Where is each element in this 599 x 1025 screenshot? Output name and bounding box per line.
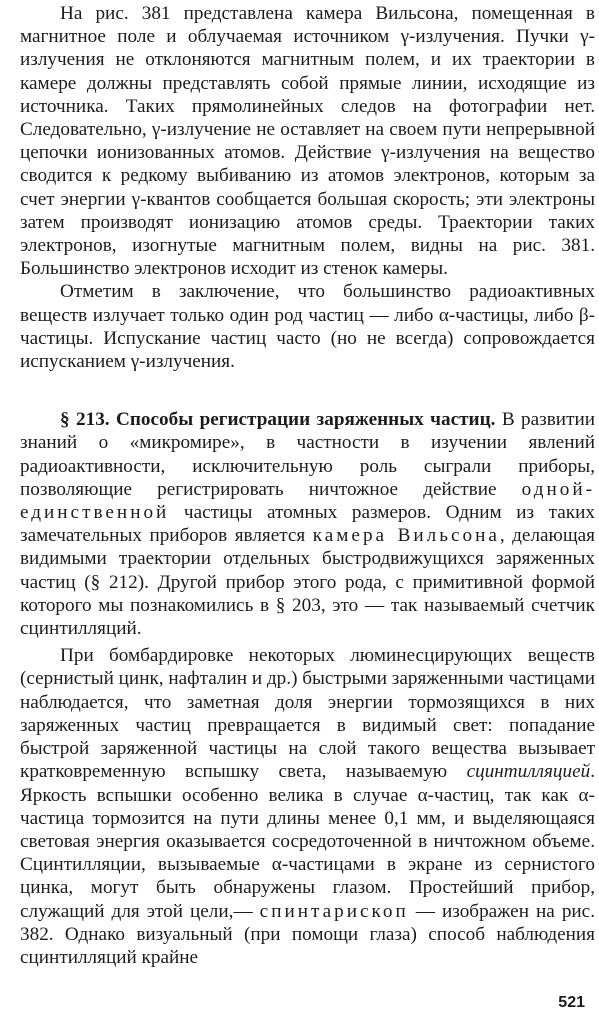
section-heading: § 213. Способы регистрации заряженных частиц. [60, 409, 496, 431]
section-text-part-3: , делающая видимыми траектории отдельных быстродвижущихся заряженных частиц (§ 212). Другой прибор этого рода, с примитивной формой которого мы познакомились в § 203, это — так называемый счетчик сцинтилляций. [20, 525, 595, 640]
book-page [20, 2, 595, 969]
emphasis-wilson-chamber: камера Вильсона [312, 525, 500, 547]
section-213-paragraph [20, 408, 595, 640]
section-text-part-2: частицы атомных размеров. Одним из таких замечательных приборов является [20, 502, 595, 547]
scintillation-text-part-3: — изображен на рис. 382. Однако визуальный (при помощи глаза) способ наблюдения сцинтилляций крайне [20, 900, 595, 968]
term-scintillation: сцинтилляцией [466, 761, 591, 783]
scintillation-text-part-2: . Яркость вспышки особенно велика в случае α-частиц, так как α-частица тормозится на пути длины менее 0,1 мм, и выделяющаяся световая энергия оказывается сосредоточенной в ничтожном объеме. Сцинтилляции, вызываемые α-частицами в экране из сернистого цинка, могут быть обнаружены глазом. Простейший прибор, служащий для этой цели,— [20, 761, 595, 922]
paragraph-gamma-tracks: На рис. 381 представлена камера Вильсона, помещенная в магнитное поле и облучаемая источником γ-излучения. Пучки γ-излучения не отклоняются магнитным полем, и их траектории в камере должны представлять собой прямые линии, исходящие из источника. Таких прямолинейных следов на фотографии нет. Следовательно, γ-излучение не оставляет на своем пути непрерывной цепочки ионизованных атомов. Действие γ-излучения на вещество сводится к редкому выбиванию из атомов электронов, которым за счет энергии γ-квантов сообщается большая скорость; эти электроны затем производят ионизацию атомов среды. Траектории таких электронов, изогнутые магнитным полем, видны на рис. 381. Большинство электронов исходит из стенок камеры. [20, 3, 595, 280]
section-text-part-1: В развитии знаний о «микромире», в частности в изучении явлений радиоактивности, исключительную роль сыграли приборы, позволяющие регистрировать ничтожное действие [20, 409, 595, 500]
emphasis-single-particle: одной-единственной [20, 478, 595, 524]
paragraph-scintillation [20, 644, 595, 969]
emphasis-spinthariscope: спинтарископ [259, 900, 409, 922]
page-number: 521 [558, 994, 585, 1011]
paragraph-conclusion: Отметим в заключение, что большинство радиоактивных веществ излучает только один род частиц — либо α-частицы, либо β-частицы. Испускание частиц часто (но не всегда) сопровождается испусканием γ-излучения. [20, 281, 595, 373]
scintillation-text-part-1: При бомбардировке некоторых люминесцирующих веществ (сернистый цинк, нафталин и др.) быстрыми заряженными частицами наблюдается, что заметная доля энергии тормозящихся в них заряженных частиц превращается в видимый свет: попадание быстрой заряженной частицы на слой такого вещества вызывает кратковременную вспышку света, называемую [20, 645, 595, 783]
